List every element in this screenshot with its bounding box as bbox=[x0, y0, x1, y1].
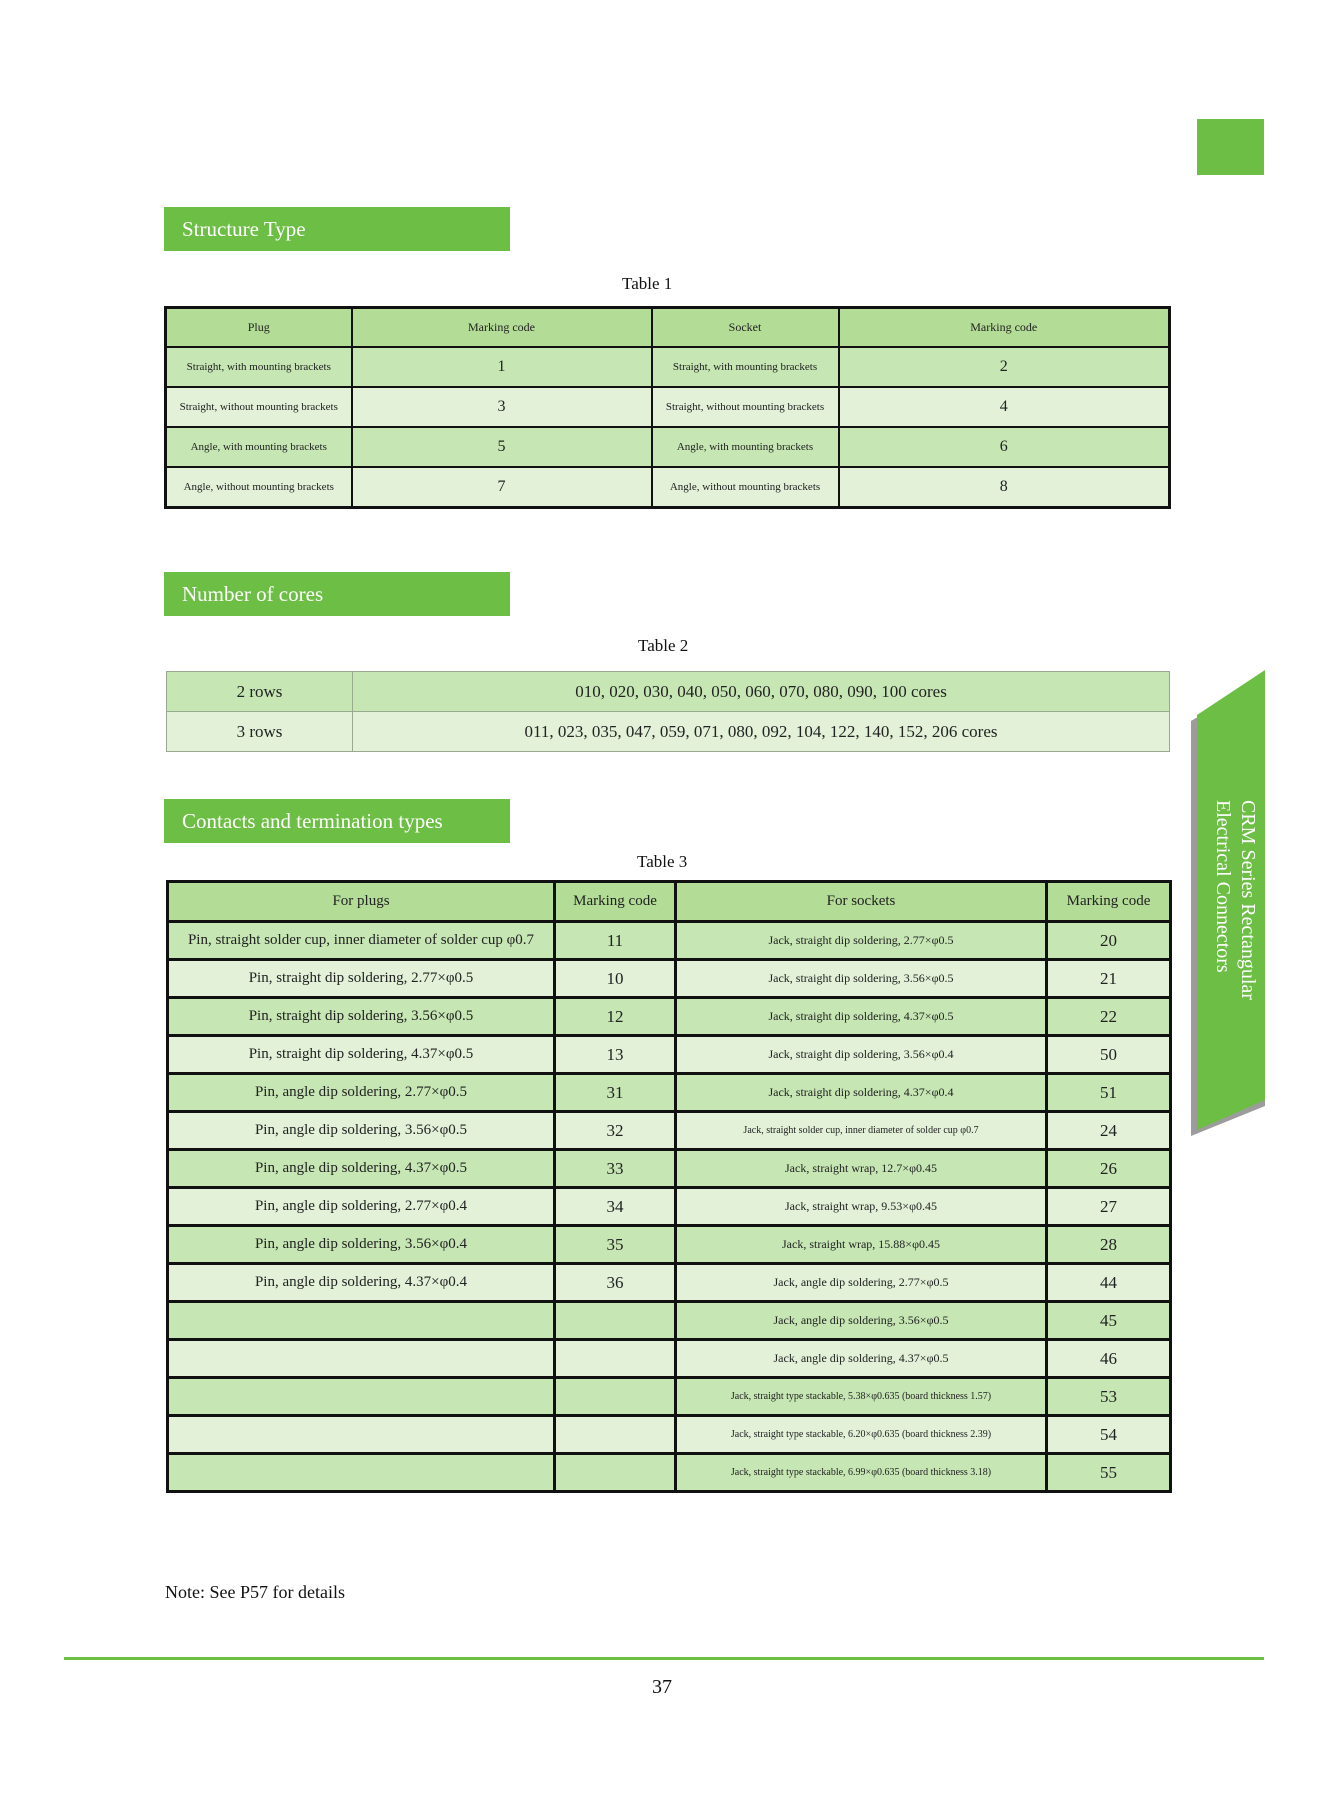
table-row bbox=[168, 1112, 1171, 1150]
corner-accent-block bbox=[1197, 119, 1264, 175]
socket-marking-code-cell: 4 bbox=[839, 387, 1170, 427]
plug-contact-cell bbox=[168, 1416, 555, 1454]
plug-contact-cell: Pin, straight dip soldering, 4.37×φ0.5 bbox=[168, 1036, 555, 1074]
socket-marking-code-cell: 26 bbox=[1047, 1150, 1171, 1188]
number-of-cores-table bbox=[166, 671, 1170, 752]
plug-marking-code-cell: 11 bbox=[555, 922, 676, 960]
socket-contact-cell: Jack, straight wrap, 15.88×φ0.45 bbox=[676, 1226, 1047, 1264]
table-row bbox=[168, 960, 1171, 998]
socket-marking-code-cell: 2 bbox=[839, 347, 1170, 387]
plug-contact-cell: Pin, straight dip soldering, 3.56×φ0.5 bbox=[168, 998, 555, 1036]
table-row bbox=[166, 427, 1170, 467]
core-options-cell: 010, 020, 030, 040, 050, 060, 070, 080, 090, 100 cores bbox=[353, 672, 1170, 712]
plug-marking-code-cell: 7 bbox=[352, 467, 652, 508]
table-row bbox=[166, 347, 1170, 387]
plug-marking-code-cell: 5 bbox=[352, 427, 652, 467]
socket-contact-cell: Jack, straight wrap, 12.7×φ0.45 bbox=[676, 1150, 1047, 1188]
side-tab-title bbox=[1200, 800, 1260, 1050]
plug-type-cell: Angle, with mounting brackets bbox=[166, 427, 352, 467]
socket-marking-code-cell: 28 bbox=[1047, 1226, 1171, 1264]
plug-contact-cell: Pin, angle dip soldering, 4.37×φ0.4 bbox=[168, 1264, 555, 1302]
table-row bbox=[168, 1416, 1171, 1454]
table-row bbox=[167, 672, 1170, 712]
t1-header-socket: Socket bbox=[652, 308, 839, 348]
socket-type-cell: Angle, without mounting brackets bbox=[652, 467, 839, 508]
t3-header-for-plugs: For plugs bbox=[168, 882, 555, 922]
plug-contact-cell bbox=[168, 1302, 555, 1340]
table3-caption: Table 3 bbox=[637, 852, 688, 871]
page-number: 37 bbox=[652, 1676, 672, 1698]
table-row bbox=[168, 1378, 1171, 1416]
socket-marking-code-cell: 55 bbox=[1047, 1454, 1171, 1492]
plug-marking-code-cell bbox=[555, 1302, 676, 1340]
plug-contact-cell bbox=[168, 1340, 555, 1378]
socket-contact-cell: Jack, angle dip soldering, 2.77×φ0.5 bbox=[676, 1264, 1047, 1302]
table-row bbox=[168, 1150, 1171, 1188]
plug-marking-code-cell bbox=[555, 1454, 676, 1492]
table-row bbox=[168, 998, 1171, 1036]
t1-header-plug: Plug bbox=[166, 308, 352, 348]
socket-marking-code-cell: 6 bbox=[839, 427, 1170, 467]
socket-type-cell: Straight, without mounting brackets bbox=[652, 387, 839, 427]
plug-contact-cell bbox=[168, 1378, 555, 1416]
table-row bbox=[168, 1188, 1171, 1226]
socket-contact-cell: Jack, straight dip soldering, 3.56×φ0.5 bbox=[676, 960, 1047, 998]
plug-marking-code-cell bbox=[555, 1340, 676, 1378]
plug-contact-cell: Pin, angle dip soldering, 3.56×φ0.5 bbox=[168, 1112, 555, 1150]
contacts-termination-table bbox=[166, 880, 1172, 1493]
socket-marking-code-cell: 54 bbox=[1047, 1416, 1171, 1454]
core-options-cell: 011, 023, 035, 047, 059, 071, 080, 092, 104, 122, 140, 152, 206 cores bbox=[353, 712, 1170, 752]
socket-marking-code-cell: 27 bbox=[1047, 1188, 1171, 1226]
plug-marking-code-cell: 32 bbox=[555, 1112, 676, 1150]
section-header-contacts: Contacts and termination types bbox=[164, 799, 510, 843]
row-count-cell: 2 rows bbox=[167, 672, 353, 712]
socket-contact-cell: Jack, straight wrap, 9.53×φ0.45 bbox=[676, 1188, 1047, 1226]
t3-header-marking-code: Marking code bbox=[555, 882, 676, 922]
table-row bbox=[168, 1036, 1171, 1074]
table-row bbox=[166, 387, 1170, 427]
socket-marking-code-cell: 8 bbox=[839, 467, 1170, 508]
socket-contact-cell: Jack, straight type stackable, 6.99×φ0.635 (board thickness 3.18) bbox=[676, 1454, 1047, 1492]
plug-marking-code-cell bbox=[555, 1416, 676, 1454]
socket-contact-cell: Jack, straight dip soldering, 3.56×φ0.4 bbox=[676, 1036, 1047, 1074]
plug-marking-code-cell: 13 bbox=[555, 1036, 676, 1074]
socket-marking-code-cell: 45 bbox=[1047, 1302, 1171, 1340]
socket-contact-cell: Jack, straight type stackable, 5.38×φ0.635 (board thickness 1.57) bbox=[676, 1378, 1047, 1416]
table-row bbox=[168, 922, 1171, 960]
plug-contact-cell: Pin, angle dip soldering, 2.77×φ0.4 bbox=[168, 1188, 555, 1226]
table-row bbox=[168, 1340, 1171, 1378]
side-tab-title-line2: Electrical Connectors bbox=[1212, 800, 1234, 973]
plug-contact-cell: Pin, angle dip soldering, 3.56×φ0.4 bbox=[168, 1226, 555, 1264]
plug-type-cell: Straight, without mounting brackets bbox=[166, 387, 352, 427]
socket-type-cell: Angle, with mounting brackets bbox=[652, 427, 839, 467]
plug-marking-code-cell: 34 bbox=[555, 1188, 676, 1226]
plug-contact-cell bbox=[168, 1454, 555, 1492]
table1-caption: Table 1 bbox=[622, 274, 673, 293]
socket-contact-cell: Jack, straight dip soldering, 2.77×φ0.5 bbox=[676, 922, 1047, 960]
plug-contact-cell: Pin, straight dip soldering, 2.77×φ0.5 bbox=[168, 960, 555, 998]
socket-contact-cell: Jack, straight solder cup, inner diameter of solder cup φ0.7 bbox=[676, 1112, 1047, 1150]
section-header-number-of-cores: Number of cores bbox=[164, 572, 510, 616]
socket-marking-code-cell: 21 bbox=[1047, 960, 1171, 998]
plug-marking-code-cell bbox=[555, 1378, 676, 1416]
table-row bbox=[168, 1302, 1171, 1340]
plug-marking-code-cell: 12 bbox=[555, 998, 676, 1036]
table-row bbox=[166, 467, 1170, 508]
socket-marking-code-cell: 51 bbox=[1047, 1074, 1171, 1112]
socket-marking-code-cell: 50 bbox=[1047, 1036, 1171, 1074]
plug-type-cell: Angle, without mounting brackets bbox=[166, 467, 352, 508]
footer-divider bbox=[64, 1657, 1264, 1660]
row-count-cell: 3 rows bbox=[167, 712, 353, 752]
socket-marking-code-cell: 46 bbox=[1047, 1340, 1171, 1378]
socket-contact-cell: Jack, angle dip soldering, 4.37×φ0.5 bbox=[676, 1340, 1047, 1378]
socket-marking-code-cell: 20 bbox=[1047, 922, 1171, 960]
plug-contact-cell: Pin, angle dip soldering, 4.37×φ0.5 bbox=[168, 1150, 555, 1188]
table-row bbox=[167, 712, 1170, 752]
plug-marking-code-cell: 36 bbox=[555, 1264, 676, 1302]
t1-header-marking-code: Marking code bbox=[839, 308, 1170, 348]
section-header-structure-type: Structure Type bbox=[164, 207, 510, 251]
socket-marking-code-cell: 44 bbox=[1047, 1264, 1171, 1302]
table-row bbox=[168, 1226, 1171, 1264]
plug-marking-code-cell: 10 bbox=[555, 960, 676, 998]
side-tab-title-line1: CRM Series Rectangular bbox=[1237, 800, 1259, 1000]
socket-contact-cell: Jack, straight dip soldering, 4.37×φ0.4 bbox=[676, 1074, 1047, 1112]
plug-marking-code-cell: 35 bbox=[555, 1226, 676, 1264]
socket-marking-code-cell: 24 bbox=[1047, 1112, 1171, 1150]
table-row bbox=[168, 1454, 1171, 1492]
plug-marking-code-cell: 33 bbox=[555, 1150, 676, 1188]
plug-contact-cell: Pin, straight solder cup, inner diameter of solder cup φ0.7 bbox=[168, 922, 555, 960]
t3-header-marking-code: Marking code bbox=[1047, 882, 1171, 922]
socket-contact-cell: Jack, straight type stackable, 6.20×φ0.635 (board thickness 2.39) bbox=[676, 1416, 1047, 1454]
socket-marking-code-cell: 53 bbox=[1047, 1378, 1171, 1416]
socket-type-cell: Straight, with mounting brackets bbox=[652, 347, 839, 387]
table2-caption: Table 2 bbox=[638, 636, 689, 655]
t3-header-for-sockets: For sockets bbox=[676, 882, 1047, 922]
plug-marking-code-cell: 1 bbox=[352, 347, 652, 387]
table-row bbox=[168, 1264, 1171, 1302]
plug-contact-cell: Pin, angle dip soldering, 2.77×φ0.5 bbox=[168, 1074, 555, 1112]
socket-contact-cell: Jack, angle dip soldering, 3.56×φ0.5 bbox=[676, 1302, 1047, 1340]
plug-marking-code-cell: 3 bbox=[352, 387, 652, 427]
table-row bbox=[168, 1074, 1171, 1112]
plug-marking-code-cell: 31 bbox=[555, 1074, 676, 1112]
t1-header-marking-code: Marking code bbox=[352, 308, 652, 348]
plug-type-cell: Straight, with mounting brackets bbox=[166, 347, 352, 387]
footnote: Note: See P57 for details bbox=[165, 1582, 345, 1602]
structure-type-table bbox=[164, 306, 1171, 509]
socket-marking-code-cell: 22 bbox=[1047, 998, 1171, 1036]
socket-contact-cell: Jack, straight dip soldering, 4.37×φ0.5 bbox=[676, 998, 1047, 1036]
